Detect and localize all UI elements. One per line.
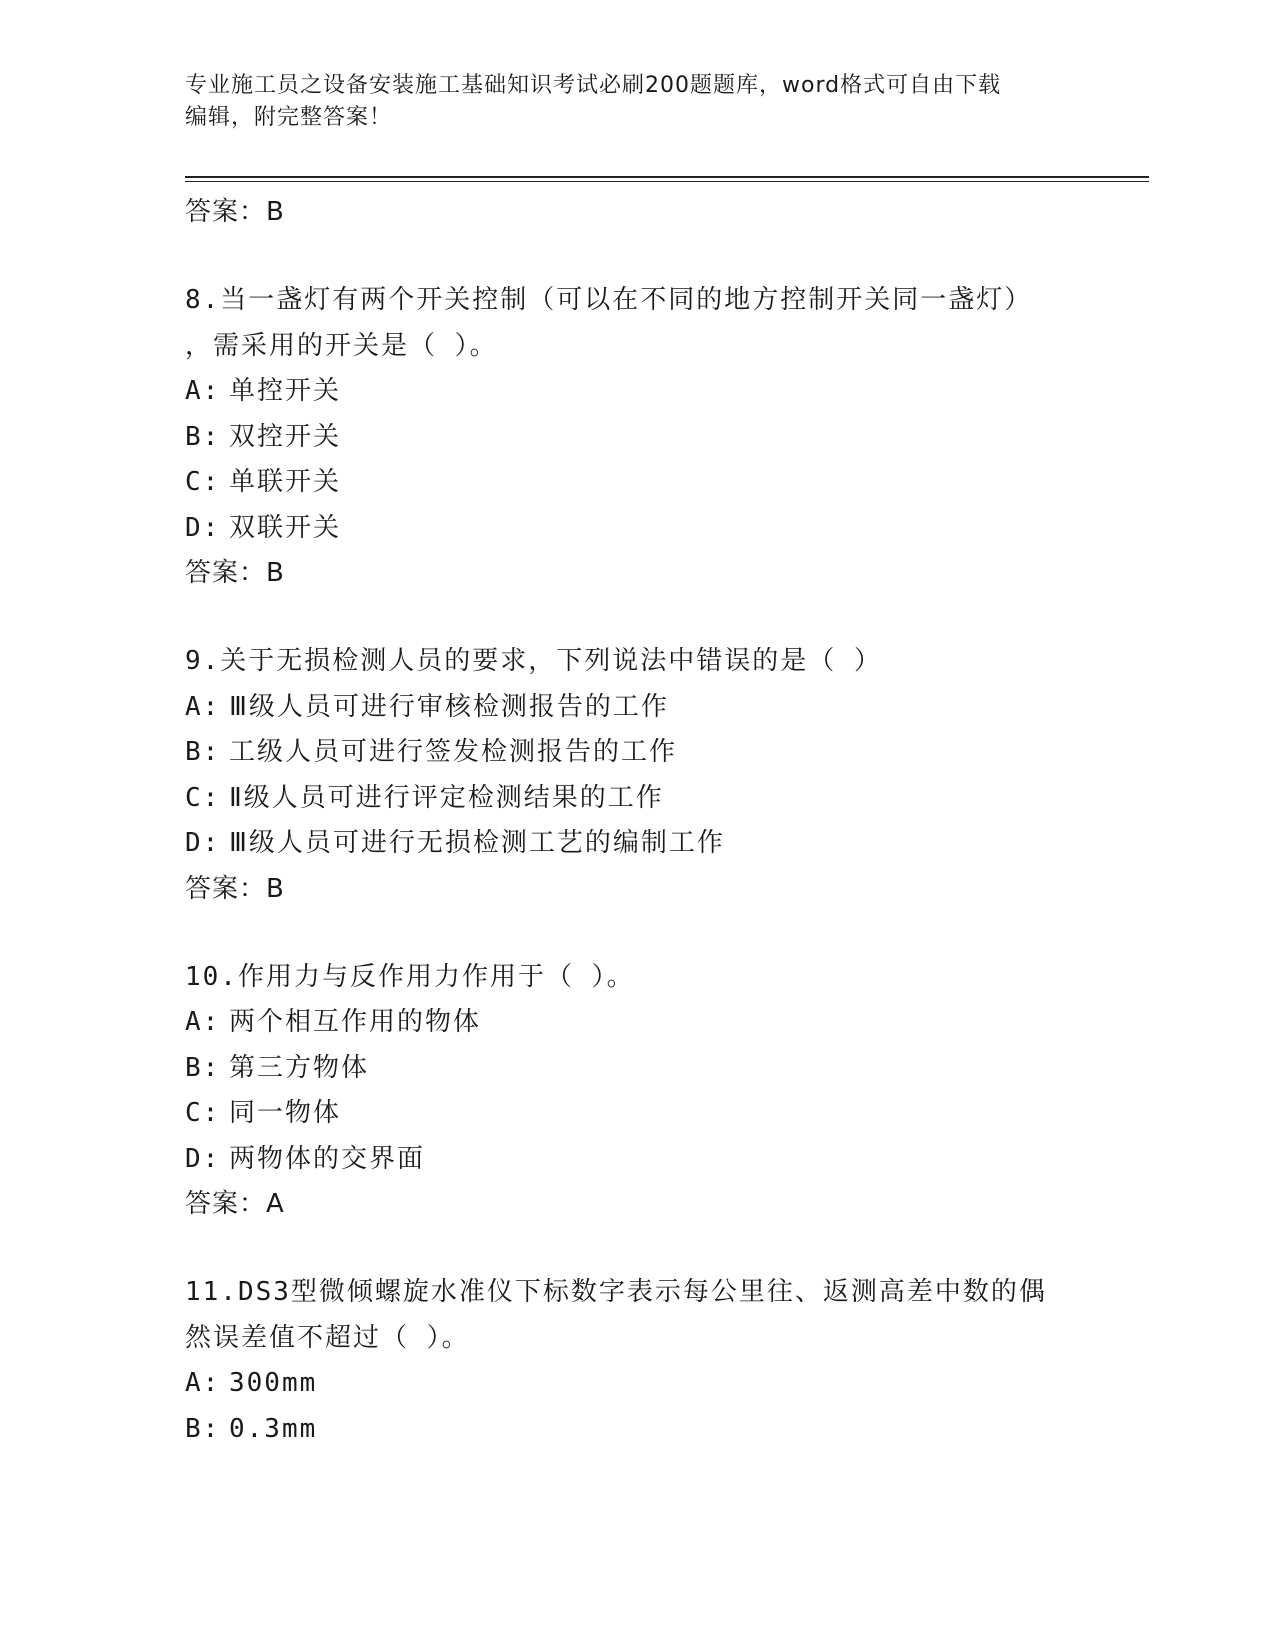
option-a xyxy=(185,685,1085,731)
question-text: 10.作用力与反作用力作用于（ ）。 xyxy=(185,961,635,992)
spacer xyxy=(185,595,1085,639)
spacer xyxy=(185,1226,1085,1270)
option-letter: B: xyxy=(185,421,221,452)
option-letter: D: xyxy=(185,828,221,858)
option-c xyxy=(185,1091,1085,1137)
option-text: 两个相互作用的物体 xyxy=(229,1007,482,1037)
option-a xyxy=(185,1361,1085,1407)
option-text: Ⅲ级人员可进行无损检测工艺的编制工作 xyxy=(229,828,725,858)
option-text: Ⅱ级人员可进行评定检测结果的工作 xyxy=(229,782,664,813)
option-text: 工级人员可进行签发检测报告的工作 xyxy=(229,737,678,767)
spacer xyxy=(185,911,1085,955)
option-d xyxy=(185,506,1085,552)
question-8 xyxy=(185,278,1085,595)
option-text: 同一物体 xyxy=(229,1098,342,1128)
option-letter: A: xyxy=(185,376,221,406)
option-letter: A: xyxy=(185,1368,221,1398)
option-letter: D: xyxy=(185,1143,221,1174)
question-text: 8.当一盏灯有两个开关控制（可以在不同的地方控制开关同一盏灯） xyxy=(185,285,1033,315)
option-letter: A: xyxy=(185,691,221,722)
option-text: 单联开关 xyxy=(229,467,342,497)
option-letter: C: xyxy=(185,1098,221,1128)
option-letter: D: xyxy=(185,512,221,543)
question-10 xyxy=(185,955,1085,1227)
option-a xyxy=(185,1000,1085,1046)
option-text: 第三方物体 xyxy=(229,1052,370,1083)
answer-line: 答案：B xyxy=(185,558,285,588)
answer-line: 答案：B xyxy=(185,197,285,227)
question-text: 然误差值不超过（ ）。 xyxy=(185,1322,470,1353)
option-b xyxy=(185,730,1085,776)
option-text: 双控开关 xyxy=(229,421,342,452)
header-rule-thick xyxy=(185,176,1149,178)
option-text: 300mm xyxy=(229,1368,318,1398)
answer-line: 答案：A xyxy=(185,1189,285,1219)
option-text: 双联开关 xyxy=(229,512,342,543)
option-text: 两物体的交界面 xyxy=(229,1143,426,1174)
question-text: 11.DS3型微倾螺旋水准仪下标数字表示每公里往、返测高差中数的偶 xyxy=(185,1277,1047,1307)
option-letter: C: xyxy=(185,782,221,813)
option-c xyxy=(185,460,1085,506)
header-line-1: 专业施工员之设备安装施工基础知识考试必刷200题题库，word格式可自由下载 xyxy=(185,73,1002,98)
option-a xyxy=(185,369,1085,415)
option-text: 单控开关 xyxy=(229,376,342,406)
option-letter: B: xyxy=(185,1413,221,1444)
option-b xyxy=(185,1046,1085,1092)
option-letter: A: xyxy=(185,1007,221,1037)
option-text: Ⅲ级人员可进行审核检测报告的工作 xyxy=(229,691,669,722)
option-letter: C: xyxy=(185,467,221,497)
option-b xyxy=(185,1407,1085,1453)
document-header xyxy=(185,70,1065,134)
option-d xyxy=(185,821,1085,867)
answer-line: 答案：B xyxy=(185,873,285,904)
option-b xyxy=(185,415,1085,461)
question-text: ，需采用的开关是（ ）。 xyxy=(185,330,498,361)
option-d xyxy=(185,1137,1085,1183)
option-letter: B: xyxy=(185,1052,221,1083)
question-11 xyxy=(185,1270,1085,1452)
header-line-2: 编辑，附完整答案！ xyxy=(185,105,393,130)
question-9 xyxy=(185,639,1085,911)
option-text: 0.3mm xyxy=(229,1413,318,1444)
question-list xyxy=(185,190,1085,1452)
header-rule-thin xyxy=(185,181,1149,182)
question-text: 9.关于无损检测人员的要求，下列说法中错误的是（ ） xyxy=(185,646,882,676)
option-letter: B: xyxy=(185,737,221,767)
spacer xyxy=(185,234,1085,278)
option-c xyxy=(185,776,1085,822)
